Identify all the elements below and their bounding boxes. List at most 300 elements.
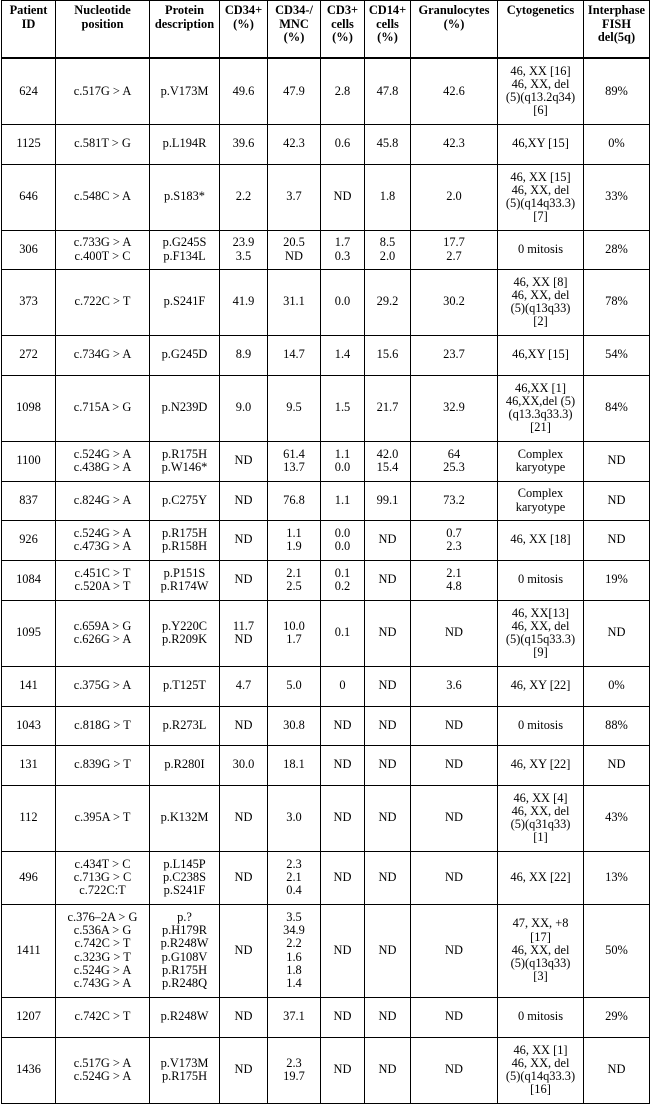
- cell-cytogenetics-line: karyotype: [515, 499, 566, 514]
- cell-granulocytes-line: 17.7: [443, 235, 465, 250]
- cell-cd34-mnc-line: 2.1: [286, 565, 302, 580]
- cell-cd34-line: 23.9: [232, 235, 255, 250]
- cell-cd34-line: 30.0: [232, 757, 255, 772]
- cell-cd14: [365, 481, 411, 520]
- cell-cd14-line: 99.1: [376, 492, 399, 507]
- cell-nucleotide-position-line: c.839G > T: [74, 757, 131, 772]
- table-row: [2, 560, 650, 600]
- cell-protein-description-line: p.L194R: [162, 136, 207, 151]
- cell-cytogenetics-line: 46, XX, del: [511, 77, 570, 92]
- cell-cd14: [365, 1037, 411, 1103]
- cell-protein-description: [150, 520, 220, 560]
- cell-cytogenetics-line: [21]: [530, 420, 551, 435]
- cell-protein-description-line: p.G245D: [161, 347, 208, 362]
- cell-granulocytes-line: 73.2: [443, 492, 465, 507]
- cell-fish: 54%: [584, 335, 650, 375]
- cell-granulocytes-line: 42.6: [443, 83, 465, 98]
- cell-fish: 19%: [584, 560, 650, 600]
- cell-cd34: [220, 560, 268, 600]
- cell-cytogenetics-line: (5)(q15q33.3): [505, 632, 576, 646]
- cell-nucleotide-position-line: c.473G > A: [73, 539, 132, 553]
- cell-cd34-mnc: [268, 904, 321, 997]
- cell-cd14-line: ND: [378, 869, 397, 884]
- cell-cd14-line: 15.6: [376, 347, 399, 362]
- cell-granulocytes-line: ND: [445, 942, 463, 957]
- cell-cytogenetics: [498, 904, 584, 997]
- cell-cd3: [321, 164, 365, 230]
- cell-cytogenetics-line: (5)(q13q33): [510, 301, 571, 315]
- cell-protein-description: [150, 269, 220, 335]
- cell-cd34-mnc-line: 0.4: [286, 883, 302, 898]
- cell-cd14: [365, 745, 411, 785]
- cell-cd34-line: ND: [234, 453, 253, 468]
- cell-nucleotide-position-line: c.434T > C: [74, 856, 131, 871]
- cell-cd3-line: ND: [333, 1009, 352, 1024]
- cell-nucleotide-position: [56, 851, 150, 904]
- cell-cytogenetics: [498, 851, 584, 904]
- cell-cd34: [220, 904, 268, 997]
- cell-cd3-line: 1.1: [334, 492, 351, 507]
- cell-cd3-line: ND: [333, 869, 352, 884]
- cell-cd14: [365, 335, 411, 375]
- cell-nucleotide-position-line: c.536A > G: [73, 923, 132, 938]
- cell-cytogenetics-line: 0 mitosis: [517, 572, 564, 587]
- cell-cd3-line: 0.0: [334, 294, 351, 309]
- cell-cd3-line: ND: [333, 717, 352, 732]
- cell-cd34-mnc-line: 5.0: [286, 678, 302, 693]
- cell-granulocytes: [411, 335, 498, 375]
- cell-cd34-line: 41.9: [232, 294, 255, 309]
- cell-cd3-line: ND: [333, 189, 352, 204]
- cell-fish: 33%: [584, 164, 650, 230]
- cell-cd3: [321, 851, 365, 904]
- cell-granulocytes: [411, 560, 498, 600]
- cell-protein-description: [150, 745, 220, 785]
- cell-granulocytes-line: 2.3: [446, 539, 462, 553]
- table-row: [2, 375, 650, 441]
- cell-cytogenetics: [498, 785, 584, 851]
- cell-protein-description-line: p.R175H: [161, 962, 208, 977]
- cell-cd14: [365, 269, 411, 335]
- cell-cd3: [321, 745, 365, 785]
- table-row: [2, 269, 650, 335]
- cell-cd3: [321, 335, 365, 375]
- cell-cd34-mnc-line: 1.4: [286, 975, 302, 990]
- cell-nucleotide-position: [56, 520, 150, 560]
- cell-cd34-mnc: [268, 600, 321, 666]
- header-row: [2, 1, 650, 59]
- cell-granulocytes: [411, 706, 498, 745]
- cell-cd14: [365, 997, 411, 1037]
- cell-protein-description: [150, 58, 220, 124]
- cell-cd3: [321, 58, 365, 124]
- cell-cd34: [220, 666, 268, 706]
- cell-nucleotide-position-line: c.524G > A: [73, 1069, 132, 1083]
- cell-granulocytes: [411, 269, 498, 335]
- cell-cytogenetics: [498, 745, 584, 785]
- cell-cd34-mnc-line: 1.7: [286, 632, 302, 646]
- cell-protein-description-line: p.V173M: [160, 83, 209, 98]
- cell-patient-id: 1084: [2, 560, 56, 600]
- cell-cd34: [220, 481, 268, 520]
- cell-granulocytes: [411, 666, 498, 706]
- cell-cd3: [321, 124, 365, 164]
- cell-cd14-line: ND: [378, 1062, 397, 1077]
- cell-cd34-line: ND: [234, 1009, 253, 1024]
- cell-cd34-mnc-line: 2.1: [286, 869, 302, 884]
- header-protein-description: Protein description: [150, 1, 220, 59]
- cell-protein-description-line: p.R174W: [160, 579, 209, 593]
- cell-granulocytes-line: 42.3: [443, 136, 465, 151]
- cell-nucleotide-position-line: c.722C:T: [79, 883, 126, 898]
- cell-cd3-line: 0.3: [334, 248, 351, 263]
- cell-cytogenetics-line: 46, XX, del: [511, 803, 570, 818]
- cell-cd34-mnc-line: 18.1: [283, 757, 305, 772]
- cell-protein-description-line: p.H179R: [161, 923, 208, 938]
- cell-cd14-line: 21.7: [376, 400, 399, 415]
- cell-granulocytes-line: 2.0: [446, 189, 462, 204]
- cell-cytogenetics-line: 46,XX [1]: [515, 380, 566, 395]
- cell-cd3: [321, 1037, 365, 1103]
- cell-cd34-mnc-line: ND: [285, 248, 303, 263]
- table-row: [2, 441, 650, 481]
- cell-cytogenetics-line: 46, XX, del: [511, 942, 570, 957]
- cell-protein-description-line: p.R248W: [160, 936, 209, 951]
- table-row: [2, 520, 650, 560]
- cell-nucleotide-position: [56, 706, 150, 745]
- cell-cd34-mnc: [268, 481, 321, 520]
- cell-fish: 50%: [584, 904, 650, 997]
- cell-nucleotide-position: [56, 785, 150, 851]
- cell-cytogenetics-line: 46, XY [22]: [510, 678, 571, 693]
- cell-cd34: [220, 997, 268, 1037]
- header-patient-id: Patient ID: [2, 1, 56, 59]
- cell-granulocytes: [411, 481, 498, 520]
- cell-fish: 84%: [584, 375, 650, 441]
- cell-cd34-mnc-line: 76.8: [283, 492, 305, 507]
- cell-cd34-mnc-line: 9.5: [286, 400, 302, 415]
- cell-nucleotide-position: [56, 230, 150, 269]
- cell-cd34-mnc: [268, 785, 321, 851]
- cell-cd3-line: 0.0: [334, 525, 351, 540]
- cell-protein-description: [150, 124, 220, 164]
- cell-nucleotide-position-line: c.742C > T: [74, 936, 131, 951]
- cell-protein-description: [150, 706, 220, 745]
- cell-protein-description-line: p.R209K: [161, 632, 208, 646]
- cell-granulocytes: [411, 904, 498, 997]
- cell-protein-description-line: p.T125T: [162, 678, 207, 693]
- cell-cytogenetics-line: 46, XX [15]: [510, 169, 571, 184]
- cell-nucleotide-position: [56, 745, 150, 785]
- cell-fish: 0%: [584, 124, 650, 164]
- cell-cd34-mnc: [268, 1037, 321, 1103]
- cell-cd34: [220, 706, 268, 745]
- cell-protein-description: [150, 851, 220, 904]
- cell-nucleotide-position-line: c.713G > C: [73, 869, 132, 884]
- cell-cytogenetics-line: (5)(q13.2q34): [505, 90, 576, 105]
- cell-protein-description-line: p.V173M: [160, 1055, 209, 1070]
- cell-cd34-line: 49.6: [232, 83, 255, 98]
- cell-cytogenetics-line: Complex: [517, 486, 564, 501]
- cell-protein-description: [150, 230, 220, 269]
- cell-cd34: [220, 269, 268, 335]
- cell-cd34-mnc: [268, 124, 321, 164]
- cell-protein-description-line: p.S241F: [163, 294, 206, 309]
- cell-cd34-mnc: [268, 520, 321, 560]
- table-row: [2, 481, 650, 520]
- cell-cd34: [220, 520, 268, 560]
- cell-patient-id: 373: [2, 269, 56, 335]
- header-granulocytes: Granulocytes (%): [411, 1, 498, 59]
- cell-protein-description-line: p.C238S: [162, 869, 207, 884]
- cell-cytogenetics: [498, 58, 584, 124]
- cell-protein-description-line: p.G108V: [161, 949, 208, 964]
- cell-cd3-line: 2.8: [334, 83, 351, 98]
- table-row: [2, 997, 650, 1037]
- cell-cytogenetics-line: 46, XX, del: [511, 1055, 570, 1070]
- cell-protein-description: [150, 666, 220, 706]
- cell-cd34-mnc-line: 1.1: [286, 525, 302, 540]
- cell-nucleotide-position-line: c.722C > T: [74, 294, 131, 309]
- cell-nucleotide-position-line: c.376–2A > G: [67, 909, 138, 924]
- cell-cd14: [365, 124, 411, 164]
- cell-protein-description-line: p.R248W: [160, 1009, 209, 1024]
- cell-nucleotide-position: [56, 124, 150, 164]
- cell-cd34: [220, 335, 268, 375]
- cell-patient-id: 272: [2, 335, 56, 375]
- cell-cd34-mnc-line: 30.8: [283, 717, 305, 732]
- cell-protein-description: [150, 481, 220, 520]
- cell-cytogenetics-line: 46,XY [15]: [512, 347, 569, 362]
- cell-cd34: [220, 785, 268, 851]
- cell-cytogenetics-line: 46, XX [18]: [510, 532, 571, 547]
- cell-cd34-mnc-line: 3.7: [286, 189, 302, 204]
- cell-granulocytes: [411, 230, 498, 269]
- cell-cytogenetics: [498, 375, 584, 441]
- cell-protein-description: [150, 441, 220, 481]
- cell-cytogenetics-line: 46, XX [22]: [510, 869, 571, 884]
- cell-nucleotide-position-line: c.520A > T: [74, 579, 131, 593]
- cell-cd34: [220, 375, 268, 441]
- cell-cd14-line: ND: [378, 757, 397, 772]
- cell-cytogenetics-line: Complex: [517, 446, 564, 461]
- cell-cd3-line: ND: [333, 942, 352, 957]
- cell-cytogenetics: [498, 520, 584, 560]
- cell-granulocytes: [411, 785, 498, 851]
- cell-protein-description-line: p.R175H: [161, 1069, 208, 1083]
- cell-cd34-mnc-line: 61.4: [283, 446, 305, 461]
- cell-cd14-line: 15.4: [376, 460, 399, 474]
- cell-cytogenetics: [498, 666, 584, 706]
- cell-cytogenetics: [498, 706, 584, 745]
- cell-cd14: [365, 706, 411, 745]
- cell-protein-description: [150, 785, 220, 851]
- cell-cytogenetics-line: 46,XY [15]: [512, 136, 569, 151]
- cell-nucleotide-position: [56, 481, 150, 520]
- table-row: [2, 1037, 650, 1103]
- cell-cd14-line: ND: [378, 678, 397, 693]
- cell-nucleotide-position: [56, 58, 150, 124]
- cell-cd14: [365, 666, 411, 706]
- cell-fish: 28%: [584, 230, 650, 269]
- cell-cd34-line: 11.7: [232, 618, 255, 633]
- table-row: [2, 666, 650, 706]
- cell-cd3-line: ND: [333, 810, 352, 825]
- cell-cytogenetics: [498, 481, 584, 520]
- cell-cytogenetics-line: 0 mitosis: [517, 717, 564, 732]
- cell-cd34-line: 9.0: [235, 400, 252, 415]
- cell-cd34-mnc-line: 42.3: [283, 136, 305, 151]
- cell-fish: 43%: [584, 785, 650, 851]
- cell-cd14-line: 45.8: [376, 136, 399, 151]
- cell-cd3-line: ND: [333, 1062, 352, 1077]
- cell-cytogenetics-line: 46, XX [4]: [513, 790, 568, 805]
- cell-cd34-line: 4.7: [235, 678, 252, 693]
- cell-fish: ND: [584, 600, 650, 666]
- cell-cytogenetics: [498, 997, 584, 1037]
- cell-granulocytes-line: 0.7: [446, 525, 462, 540]
- cell-cd14: [365, 560, 411, 600]
- cell-cd34-line: 2.2: [235, 189, 252, 204]
- cell-cd34: [220, 230, 268, 269]
- cell-patient-id: 624: [2, 58, 56, 124]
- cell-cytogenetics-line: [9]: [533, 645, 548, 660]
- cell-granulocytes-line: ND: [445, 1062, 463, 1077]
- cell-granulocytes-line: 3.6: [446, 678, 462, 693]
- cell-protein-description-line: p.?: [177, 909, 192, 924]
- cell-cd34-mnc-line: 2.2: [286, 936, 302, 951]
- cell-protein-description: [150, 375, 220, 441]
- header-cytogenetics: Cytogenetics: [498, 1, 584, 59]
- cell-granulocytes: [411, 164, 498, 230]
- cell-cd34-mnc-line: 10.0: [283, 618, 305, 633]
- cell-patient-id: 1436: [2, 1037, 56, 1103]
- cell-cytogenetics-line: (5)(q13q33): [510, 956, 571, 971]
- cell-nucleotide-position: [56, 997, 150, 1037]
- cell-cd34-mnc: [268, 560, 321, 600]
- cell-cd34-mnc-line: 37.1: [283, 1009, 305, 1024]
- cell-cd34-line: ND: [234, 942, 253, 957]
- cell-cd34-mnc-line: 3.5: [286, 909, 302, 924]
- cell-cd14-line: ND: [378, 532, 397, 547]
- cell-cd3-line: 0.1: [334, 565, 351, 580]
- cell-cytogenetics: [498, 164, 584, 230]
- cell-cd3-line: 1.1: [334, 446, 351, 461]
- cell-protein-description-line: p.R273L: [162, 717, 207, 732]
- cell-cd34: [220, 851, 268, 904]
- cell-cd34-line: ND: [234, 572, 253, 587]
- cell-cd14: [365, 904, 411, 997]
- cell-patient-id: 646: [2, 164, 56, 230]
- cell-cd14-line: 47.8: [376, 83, 399, 98]
- cell-cd34: [220, 600, 268, 666]
- cell-cytogenetics-line: 47, XX, +8: [512, 916, 569, 931]
- cell-cd34-mnc: [268, 441, 321, 481]
- cell-nucleotide-position: [56, 600, 150, 666]
- cell-patient-id: 112: [2, 785, 56, 851]
- cell-protein-description-line: p.P151S: [163, 565, 206, 580]
- cell-granulocytes-line: 4.8: [446, 579, 462, 593]
- cell-nucleotide-position-line: c.626G > A: [73, 632, 132, 646]
- cell-cd34: [220, 1037, 268, 1103]
- cell-protein-description-line: p.W146*: [161, 460, 208, 474]
- cell-nucleotide-position-line: c.548C > A: [74, 189, 131, 204]
- cell-fish: 13%: [584, 851, 650, 904]
- cell-granulocytes-line: ND: [445, 757, 463, 772]
- cell-patient-id: 131: [2, 745, 56, 785]
- cell-cytogenetics-line: [2]: [533, 314, 548, 329]
- cell-cd3-line: 1.4: [334, 347, 351, 362]
- cell-cd14-line: ND: [378, 572, 397, 587]
- cell-nucleotide-position: [56, 666, 150, 706]
- cell-protein-description-line: p.L145P: [163, 856, 206, 871]
- cell-nucleotide-position-line: c.524G > A: [73, 446, 132, 461]
- cell-cd34-mnc: [268, 706, 321, 745]
- cell-cd34-mnc: [268, 851, 321, 904]
- table-row: [2, 745, 650, 785]
- cell-nucleotide-position-line: c.733G > A: [73, 235, 132, 250]
- cell-cd34-mnc-line: 1.6: [286, 949, 302, 964]
- cell-cytogenetics-line: 46, XY [22]: [510, 757, 571, 772]
- mutation-table: [1, 0, 650, 1104]
- cell-cd34-line: ND: [234, 1062, 253, 1077]
- cell-cytogenetics: [498, 1037, 584, 1103]
- cell-nucleotide-position: [56, 375, 150, 441]
- cell-granulocytes: [411, 124, 498, 164]
- cell-cytogenetics-line: [6]: [533, 103, 548, 118]
- cell-protein-description: [150, 600, 220, 666]
- cell-cd14: [365, 58, 411, 124]
- cell-nucleotide-position: [56, 269, 150, 335]
- cell-protein-description-line: p.S183*: [164, 189, 205, 204]
- cell-cytogenetics: [498, 269, 584, 335]
- cell-cytogenetics-line: (5)(q14q33.3): [505, 196, 576, 210]
- cell-cytogenetics-line: (5)(q14q33.3): [505, 1069, 576, 1083]
- header-cd3: CD3+ cells (%): [321, 1, 365, 59]
- cell-fish: ND: [584, 520, 650, 560]
- cell-cd34-line: ND: [234, 869, 253, 884]
- cell-cd34-mnc: [268, 230, 321, 269]
- table-row: [2, 706, 650, 745]
- cell-cd34-mnc: [268, 997, 321, 1037]
- cell-cd14: [365, 375, 411, 441]
- cell-granulocytes: [411, 441, 498, 481]
- cell-granulocytes-line: ND: [445, 625, 463, 640]
- cell-fish: 88%: [584, 706, 650, 745]
- cell-granulocytes: [411, 997, 498, 1037]
- cell-granulocytes: [411, 851, 498, 904]
- cell-cd34-mnc-line: 2.3: [286, 1055, 302, 1070]
- cell-granulocytes-line: 2.1: [446, 565, 462, 580]
- cell-granulocytes: [411, 58, 498, 124]
- cell-granulocytes: [411, 375, 498, 441]
- cell-protein-description-line: p.R248Q: [161, 975, 208, 990]
- cell-cd14: [365, 164, 411, 230]
- cell-cd14: [365, 441, 411, 481]
- cell-cd3: [321, 600, 365, 666]
- cell-cd14-line: ND: [378, 810, 397, 825]
- table-row: [2, 785, 650, 851]
- cell-cd34-mnc-line: 1.8: [286, 962, 302, 977]
- cell-protein-description-line: p.K132M: [160, 810, 209, 825]
- cell-fish: ND: [584, 745, 650, 785]
- cell-cytogenetics: [498, 600, 584, 666]
- cell-cytogenetics: [498, 560, 584, 600]
- cell-cytogenetics-line: 46, XX, del: [511, 618, 570, 633]
- cell-granulocytes: [411, 1037, 498, 1103]
- cell-cd34-mnc-line: 14.7: [283, 347, 305, 362]
- cell-cd34-mnc-line: 34.9: [283, 923, 305, 938]
